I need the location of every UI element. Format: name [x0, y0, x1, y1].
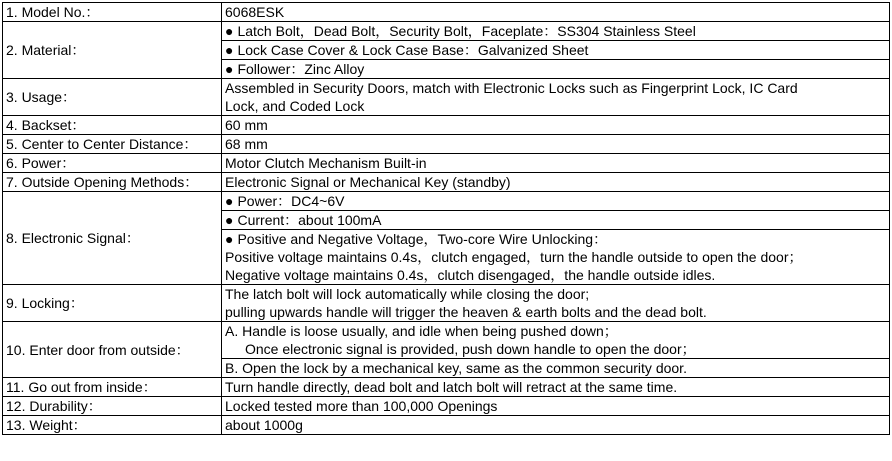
row-label: 13. Weight：	[3, 416, 222, 435]
row-value	[222, 285, 890, 322]
row-label: 6. Power：	[3, 154, 222, 173]
list-item: ● Current：about 100mA	[222, 210, 889, 229]
bullet-icon: ●	[225, 42, 234, 58]
table-row	[3, 322, 890, 378]
row-value: 6068ESK	[222, 3, 890, 22]
row-value	[222, 79, 890, 116]
row-value: Locked tested more than 100,000 Openings	[222, 397, 890, 416]
row-label: 11. Go out from inside：	[3, 378, 222, 397]
list-item: ● Latch Bolt，Dead Bolt，Security Bolt，Faceplate：SS304 Stainless Steel	[225, 23, 696, 39]
text-line: Lock, and Coded Lock	[225, 98, 365, 114]
text-line: The latch bolt will lock automatically while closing the door;	[225, 286, 590, 302]
table-row	[3, 116, 890, 135]
row-label: 12. Durability：	[3, 397, 222, 416]
table-row	[3, 173, 890, 192]
row-label: 3. Usage：	[3, 79, 222, 116]
table-row	[3, 79, 890, 116]
list-item: ● Follower：Zinc Alloy	[222, 59, 889, 78]
row-label: 2. Material：	[3, 22, 222, 79]
row-label: 9. Locking：	[3, 285, 222, 322]
list-item: ● Positive and Negative Voltage，Two-core Wire Unlocking：	[222, 229, 889, 248]
text-line: Assembled in Security Doors, match with Electronic Locks such as Fingerprint Lock, IC Card	[225, 80, 798, 96]
row-value: 68 mm	[222, 135, 890, 154]
row-label: 8. Electronic Signal：	[3, 192, 222, 285]
list-item: ● Power：DC4~6V	[225, 193, 345, 209]
text-line: pulling upwards handle will trigger the heaven & earth bolts and the dead bolt.	[225, 304, 707, 320]
list-item: ● Lock Case Cover & Lock Case Base：Galvanized Sheet	[222, 40, 889, 59]
text-line: Once electronic signal is provided, push down handle to open the door；	[245, 341, 696, 357]
row-value: Electronic Signal or Mechanical Key (standby)	[222, 173, 890, 192]
table-row	[3, 135, 890, 154]
table-row	[3, 192, 890, 285]
row-label: 5. Center to Center Distance：	[3, 135, 222, 154]
table-row	[3, 397, 890, 416]
row-label: 10. Enter door from outside：	[3, 322, 222, 378]
row-value: Turn handle directly, dead bolt and latch bolt will retract at the same time.	[222, 378, 890, 397]
bullet-icon: ●	[225, 212, 234, 228]
row-value	[222, 322, 890, 378]
text-line: Negative voltage maintains 0.4s，clutch disengaged，the handle outside idles.	[225, 267, 716, 283]
row-value	[222, 22, 890, 79]
table-row	[3, 3, 890, 22]
table-row	[3, 154, 890, 173]
bullet-icon: ●	[225, 193, 234, 209]
text-line: A. Handle is loose usually, and idle when being pushed down；	[225, 323, 618, 339]
row-label: 7. Outside Opening Methods：	[3, 173, 222, 192]
row-label: 4. Backset：	[3, 116, 222, 135]
row-value: 60 mm	[222, 116, 890, 135]
text-line: Positive voltage maintains 0.4s，clutch engaged，turn the handle outside to open the door；	[225, 249, 803, 265]
table-row	[3, 285, 890, 322]
bullet-icon: ●	[225, 61, 234, 77]
bullet-icon: ●	[225, 23, 234, 39]
row-value: Motor Clutch Mechanism Built-in	[222, 154, 890, 173]
table-row	[3, 22, 890, 79]
row-label: 1. Model No.：	[3, 3, 222, 22]
table-row	[3, 378, 890, 397]
table-row	[3, 416, 890, 435]
row-value: about 1000g	[222, 416, 890, 435]
spec-table	[2, 2, 890, 435]
text-line: B. Open the lock by a mechanical key, same as the common security door.	[222, 358, 889, 377]
bullet-icon: ●	[225, 231, 234, 247]
row-value	[222, 192, 890, 285]
